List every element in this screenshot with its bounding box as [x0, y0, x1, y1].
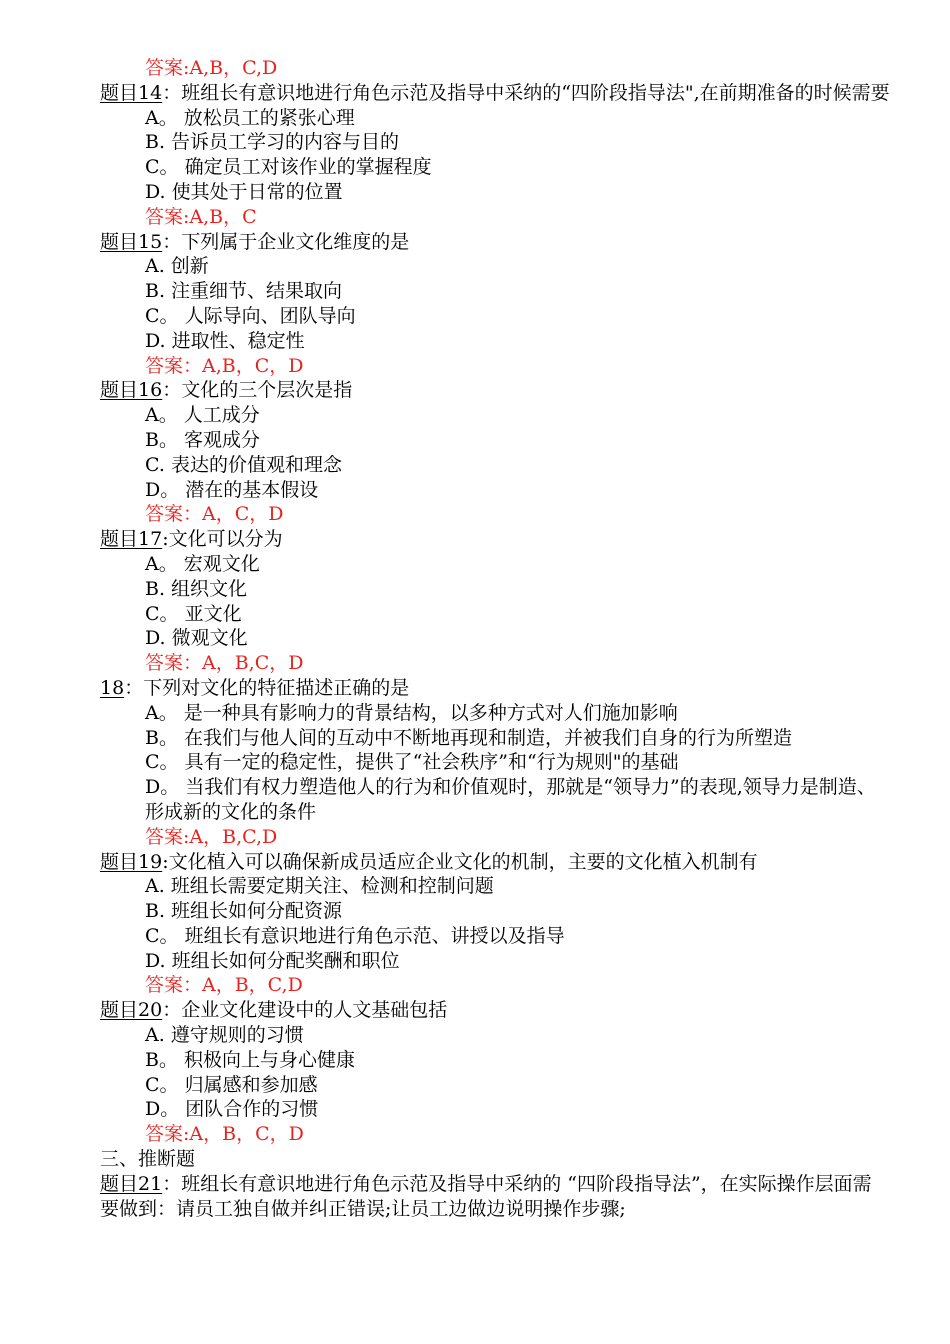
option-line: D. 进取性、稳定性 — [145, 329, 305, 352]
option-line: A。 是一种具有影响力的背景结构，以多种方式对人们施加影响 — [145, 701, 678, 724]
question-number: 题目15 — [100, 230, 163, 253]
option-line: B. 告诉员工学习的内容与目的 — [145, 131, 400, 154]
question-line — [100, 378, 890, 403]
question-line — [100, 527, 890, 552]
question-number: 题目17 — [100, 528, 163, 551]
option-line: A。 宏观文化 — [145, 552, 260, 575]
option-line: A. 遵守规则的习惯 — [145, 1024, 304, 1047]
question-line — [100, 676, 890, 701]
option-line: D. 微观文化 — [145, 627, 248, 650]
question-text: ：下列对文化的特征描述正确的是 — [124, 676, 410, 699]
option-line: C. 表达的价值观和理念 — [145, 453, 342, 476]
option-line: B。 在我们与他人间的互动中不断地再现和制造，并被我们自身的行为所塑造 — [145, 726, 793, 749]
option-line: D. 使其处于日常的位置 — [145, 180, 343, 203]
option-line: D。 团队合作的习惯 — [145, 1098, 319, 1121]
question-number: 题目21 — [100, 1172, 163, 1195]
question-number: 题目14 — [100, 81, 163, 104]
question-text: ：班组长有意识地进行角色示范及指导中采纳的 “四阶段指导法”，在实际操作层面需要做到：请员工独自做并纠正错误;让员工边做边说明操作步骤; — [100, 1172, 872, 1220]
option-line: B。 积极向上与身心健康 — [145, 1048, 356, 1071]
question-text: ：文化的三个层次是指 — [162, 379, 353, 402]
question-number: 18 — [100, 676, 125, 699]
answer-line: 答案：A,B，C，D — [145, 354, 304, 377]
question-line — [100, 1172, 890, 1222]
answer-line: 答案:A，B,C,D — [145, 825, 278, 848]
question-line — [100, 850, 890, 875]
option-line: C。 人际导向、团队导向 — [145, 304, 356, 327]
question-text: :文化植入可以确保新成员适应企业文化的机制，主要的文化植入机制有 — [162, 850, 758, 873]
option-line: A。 人工成分 — [145, 404, 260, 427]
option-line: C。 确定员工对该作业的掌握程度 — [145, 156, 432, 179]
answer-line: 答案：A，C，D — [145, 503, 284, 526]
answer-line: 答案:A，B，C，D — [145, 1123, 304, 1146]
question-line — [100, 230, 890, 255]
question-line — [100, 81, 890, 106]
option-line: C。 班组长有意识地进行角色示范、讲授以及指导 — [145, 924, 565, 947]
section-heading: 三、推断题 — [100, 1148, 196, 1171]
option-line: A. 创新 — [145, 255, 209, 278]
option-line: A。 放松员工的紧张心理 — [145, 106, 355, 129]
option-line: B. 注重细节、结果取向 — [145, 280, 343, 303]
question-number: 题目20 — [100, 999, 163, 1022]
option-line: B. 组织文化 — [145, 577, 248, 600]
answer-line: 答案：A，B，C,D — [145, 974, 303, 997]
question-number: 题目19 — [100, 850, 163, 873]
question-text: ：企业文化建设中的人文基础包括 — [162, 999, 448, 1022]
option-line: C。 归属感和参加感 — [145, 1073, 318, 1096]
option-line: D。 当我们有权力塑造他人的行为和价值观时，那就是“领导力”的表现,领导力是制造、形成新的文化的条件 — [145, 776, 876, 823]
option-line: C。 亚文化 — [145, 602, 242, 625]
option-line: B. 班组长如何分配资源 — [145, 900, 343, 923]
option-line: C。 具有一定的稳定性，提供了“社会秩序”和“行为规则"的基础 — [145, 751, 679, 774]
option-line: A. 班组长需要定期关注、检测和控制问题 — [145, 875, 494, 898]
option-line: B。 客观成分 — [145, 428, 261, 451]
answer-line: 答案：A，B,C，D — [145, 652, 304, 675]
question-text: ：下列属于企业文化维度的是 — [162, 230, 410, 253]
question-text: :文化可以分为 — [162, 528, 283, 551]
option-line: D。 潜在的基本假设 — [145, 478, 319, 501]
option-line: D. 班组长如何分配奖酬和职位 — [145, 949, 400, 972]
document-page — [100, 56, 890, 1221]
question-line — [100, 998, 890, 1023]
question-number: 题目16 — [100, 379, 163, 402]
answer-line: 答案:A,B，C,D — [145, 57, 278, 79]
question-text: ：班组长有意识地进行角色示范及指导中采纳的“四阶段指导法",在前期准备的时候需要 — [162, 81, 890, 104]
answer-line: 答案:A,B，C — [145, 205, 257, 228]
